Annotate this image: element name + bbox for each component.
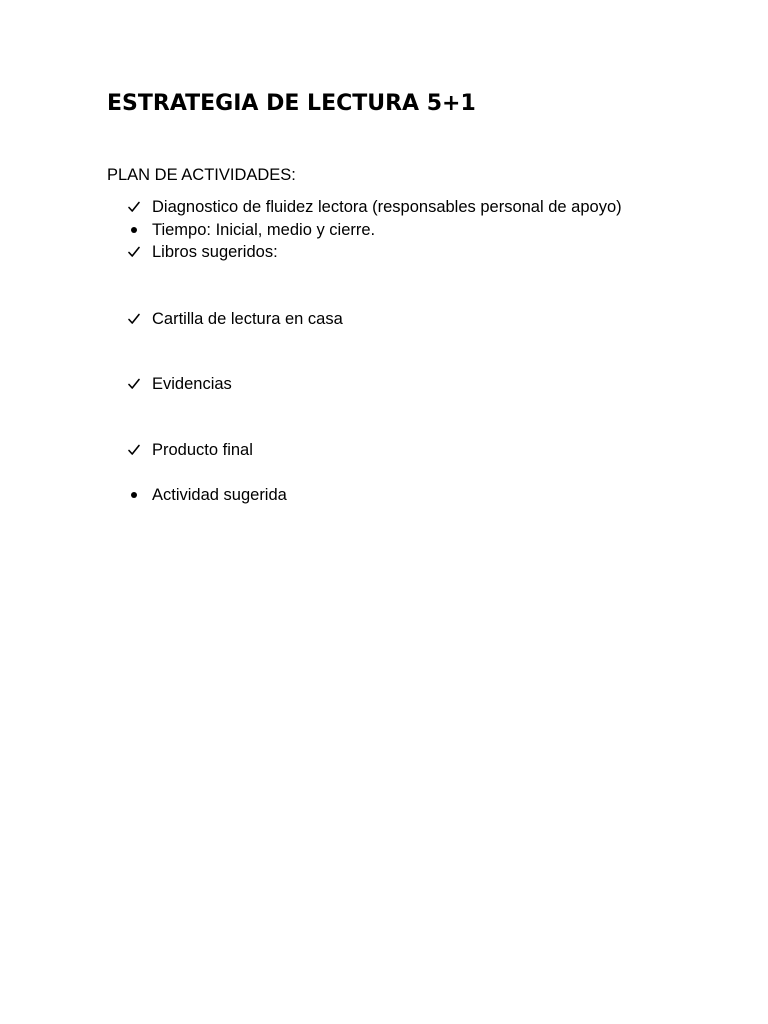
list-item-text: Diagnostico de fluidez lectora (responsables personal de apoyo) xyxy=(152,198,622,216)
list-item-text: Libros sugeridos: xyxy=(152,243,278,261)
list-item xyxy=(127,308,343,330)
list-item-text: Evidencias xyxy=(152,375,232,393)
list-item xyxy=(127,484,287,506)
list-item xyxy=(127,439,253,461)
check-icon xyxy=(127,439,141,461)
check-icon xyxy=(127,373,141,395)
check-icon xyxy=(127,308,141,330)
bullet-icon xyxy=(127,484,141,506)
list-item-text: Actividad sugerida xyxy=(152,486,287,504)
check-icon xyxy=(127,241,141,263)
document-title: ESTRATEGIA DE LECTURA 5+1 xyxy=(107,91,476,116)
section-heading: PLAN DE ACTIVIDADES: xyxy=(107,166,296,184)
list-item-text: Cartilla de lectura en casa xyxy=(152,310,343,328)
list-item-text: Producto final xyxy=(152,441,253,459)
list-item xyxy=(127,241,278,263)
list-item xyxy=(127,373,232,395)
check-icon xyxy=(127,196,141,218)
list-item xyxy=(127,196,622,218)
list-item-text: Tiempo: Inicial, medio y cierre. xyxy=(152,221,376,239)
bullet-icon xyxy=(127,219,141,241)
list-item xyxy=(127,219,375,241)
